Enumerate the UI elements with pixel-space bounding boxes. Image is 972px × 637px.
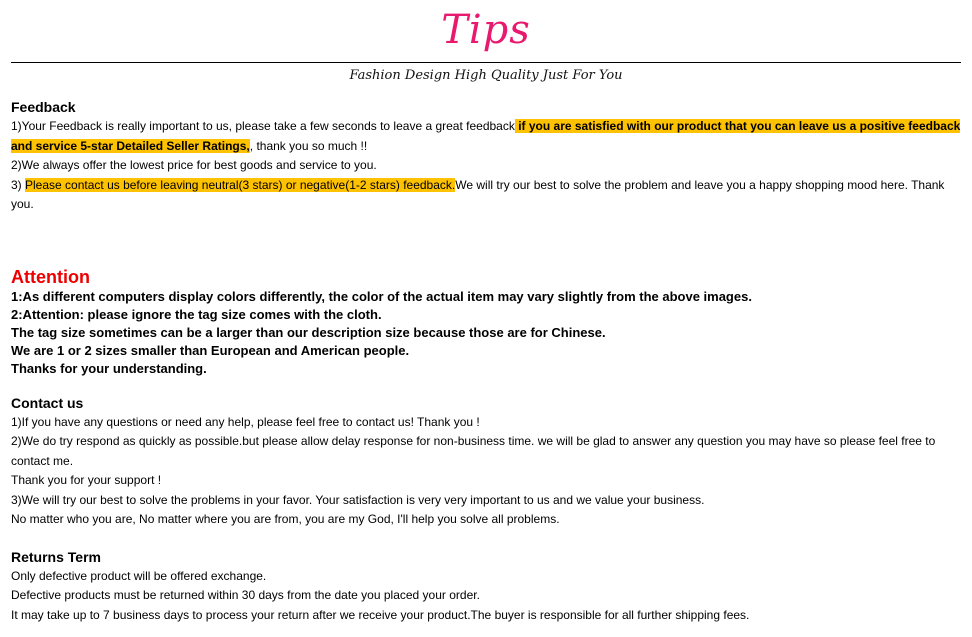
contact-line: Thank you for your support ! bbox=[11, 473, 162, 487]
feedback-line-3 bbox=[11, 176, 966, 215]
header bbox=[0, 0, 972, 92]
contact-title: Contact us bbox=[11, 394, 84, 411]
returns-line: It may take up to 7 business days to process your return after we receive your product.The buyer is responsible for all further shipping fees. bbox=[11, 607, 750, 622]
attention-line: 2:Attention: please ignore the tag size comes with the cloth. bbox=[11, 306, 382, 322]
feedback-highlight-positive: if you are satisfied with our product that you can leave us a positive feedback and service 5-star Detailed Seller Ratings, bbox=[11, 119, 961, 153]
divider bbox=[11, 62, 961, 63]
contact-line: 1)If you have any questions or need any help, please feel free to contact us! Thank you ! bbox=[11, 414, 480, 429]
contact-line: 3)We will try our best to solve the problems in your favor. Your satisfaction is very very important to us and we value your business. bbox=[11, 492, 705, 507]
page-title: Tips bbox=[441, 7, 531, 53]
feedback-line-3-prefix: 3) bbox=[11, 177, 26, 192]
contact-line: 2)We do try respond as quickly as possible.but please allow delay response for non-business time. we will be glad to answer any question you may have so please feel free to contact me. bbox=[11, 434, 936, 468]
attention-section bbox=[11, 266, 966, 378]
attention-line: Thanks for your understanding. bbox=[11, 360, 207, 376]
feedback-highlight-contact: Please contact us before leaving neutral(3 stars) or negative(1-2 stars) feedback. bbox=[25, 177, 456, 192]
feedback-line-1-text: 1)Your Feedback is really important to us, please take a few seconds to leave a great feedback bbox=[11, 119, 515, 133]
page-subtitle: Fashion Design High Quality Just For You bbox=[349, 68, 623, 83]
attention-line: 1:As different computers display colors differently, the color of the actual item may vary slightly from the above images. bbox=[11, 288, 752, 304]
feedback-section bbox=[11, 97, 966, 215]
feedback-title: Feedback bbox=[11, 99, 76, 115]
feedback-line-1-end: , thank you so much !! bbox=[249, 138, 368, 153]
feedback-line-3-end: We will try our best to solve the problem and leave you a happy shopping mood here. Thank you. bbox=[11, 177, 945, 211]
contact-section bbox=[11, 393, 966, 530]
returns-title: Returns Term bbox=[11, 548, 101, 565]
attention-line: We are 1 or 2 sizes smaller than European and American people. bbox=[11, 342, 410, 358]
contact-line: No matter who you are, No matter where you are from, you are my God, I'll help you solve all problems. bbox=[11, 512, 560, 526]
returns-line: Only defective product will be offered exchange. bbox=[11, 568, 267, 583]
feedback-line-1 bbox=[11, 117, 966, 156]
returns-section bbox=[11, 547, 966, 626]
returns-line: Defective products must be returned within 30 days from the date you placed your order. bbox=[11, 588, 480, 602]
content bbox=[11, 97, 966, 625]
attention-line: The tag size sometimes can be a larger than our description size because those are for Chinese. bbox=[11, 324, 606, 340]
attention-title: Attention bbox=[11, 266, 90, 287]
feedback-line-2: 2)We always offer the lowest price for best goods and service to you. bbox=[11, 158, 377, 172]
